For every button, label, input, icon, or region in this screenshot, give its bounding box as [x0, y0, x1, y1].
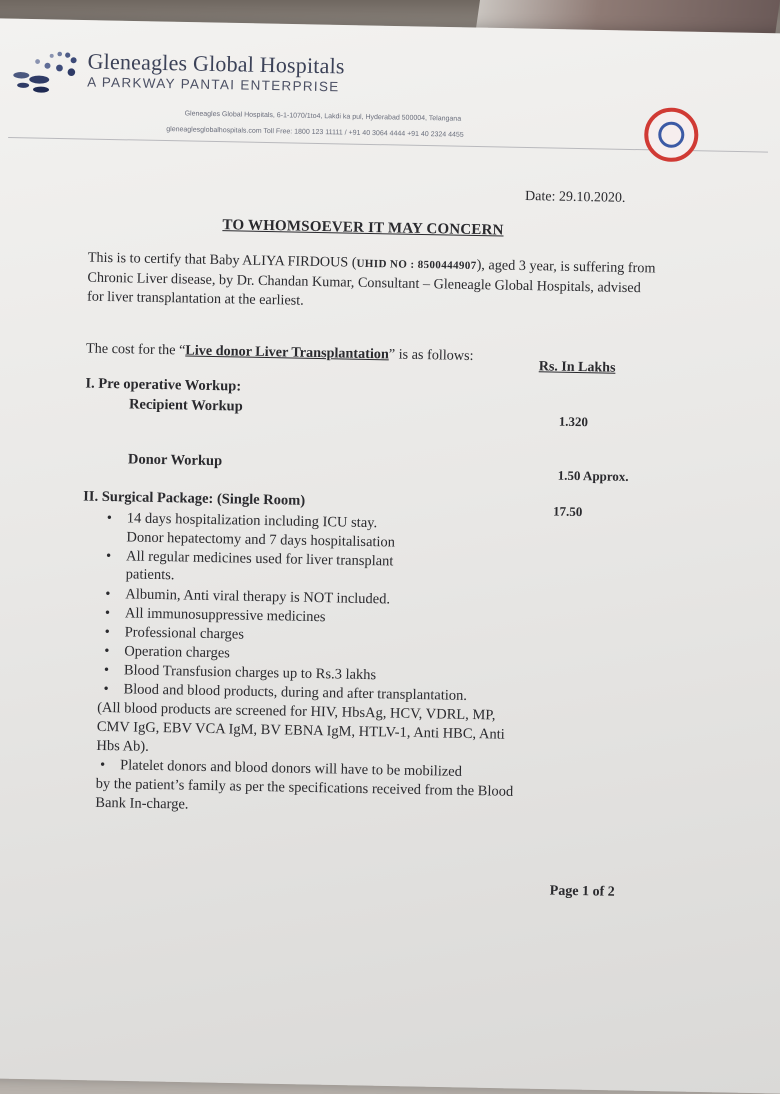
bullet-icon: •	[106, 509, 113, 527]
list-item: • Operation charges	[104, 642, 231, 662]
hospital-name: Gleneagles Global Hospitals	[87, 48, 345, 79]
list-item: • Professional charges	[104, 623, 245, 643]
donor-workup-label: Donor Workup	[127, 451, 223, 470]
bullet-icon: •	[103, 661, 110, 679]
document-date: Date: 29.10.2020.	[524, 188, 626, 206]
donor-workup-value: 1.50 Approx.	[557, 467, 629, 484]
bullet-icon: •	[104, 642, 110, 660]
bullet-icon: •	[105, 547, 112, 565]
section-surgical-title: II. Surgical Package: (Single Room)	[83, 488, 306, 509]
list-item: (All blood products are screened for HIV, HbsAg, HCV, VDRL, MP, CMV IgG, EBV VCA IgM, BV EBNA IgM, HTLV-1, Anti HBC, Anti Hbs Ab).	[96, 699, 505, 755]
section-preoperative-title: I. Pre operative Workup:	[85, 375, 242, 395]
cost-intro	[86, 341, 474, 365]
page-number: Page 1 of 2	[549, 883, 615, 900]
certification-paragraph	[87, 249, 658, 318]
para-end: ), aged 3 year, is suffering from Chronic Liver disease, by Dr. Chandan Kumar, Consultant – Gleneagle Global Hospitals, advised for liver transplantation at the earliest.	[86, 257, 656, 309]
bullet-icon: •	[104, 623, 110, 641]
hospital-contact: gleneaglesglobalhospitals.com Toll Free: 1800 123 11111 / +91 40 3064 4444 +91 40 2324 4455	[166, 126, 464, 139]
surgical-package-value: 17.50	[552, 503, 583, 520]
list-item: • Blood and blood products, during and after transplantation.	[103, 680, 468, 704]
unit-label: Rs. In Lakhs	[538, 359, 616, 376]
list-item: • Blood Transfusion charges up to Rs.3 lakhs	[103, 661, 377, 684]
hospital-logo-icon	[7, 49, 80, 94]
recipient-workup-value: 1.320	[558, 413, 589, 430]
uhid-number: UHID NO : 8500444907	[356, 257, 477, 273]
bullet-icon: •	[103, 680, 109, 698]
hospital-subtitle: A PARKWAY PANTAI ENTERPRISE	[87, 74, 340, 95]
cost-prefix: The cost for the “	[85, 340, 186, 359]
bullet-icon: •	[104, 604, 111, 622]
recipient-workup-label: Recipient Workup	[128, 396, 243, 415]
list-item: • All immunosuppressive medicines	[104, 604, 326, 626]
list-item: • Albumin, Anti viral therapy is NOT included.	[105, 585, 391, 608]
list-item: by the patient’s family as per the specifications received from the Blood Bank In-charge.	[95, 775, 514, 813]
document-heading: TO WHOMSOEVER IT MAY CONCERN	[222, 217, 504, 239]
hospital-address: Gleneagles Global Hospitals, 6-1-1070/1to4, Lakdi ka pul, Hyderabad 500004, Telangana	[184, 110, 462, 123]
list-item: Donor hepatectomy and 7 days hospitalisation	[126, 529, 396, 551]
bullet-icon: •	[99, 756, 106, 773]
cost-suffix: ” is as follows:	[388, 346, 474, 364]
procedure-name: Live donor Liver Transplantation	[185, 342, 389, 363]
bullet-icon: •	[105, 585, 111, 603]
para-start: This is to certify that Baby ALIYA FIRDOUS (	[87, 249, 357, 271]
accreditation-seal-icon	[644, 107, 699, 162]
list-item: • All regular medicines used for liver transplant	[105, 547, 394, 570]
list-item: patients.	[125, 566, 175, 584]
list-item: • 14 days hospitalization including ICU stay.	[106, 509, 378, 532]
list-item: • Platelet donors and blood donors will have to be mobilized	[99, 756, 463, 780]
